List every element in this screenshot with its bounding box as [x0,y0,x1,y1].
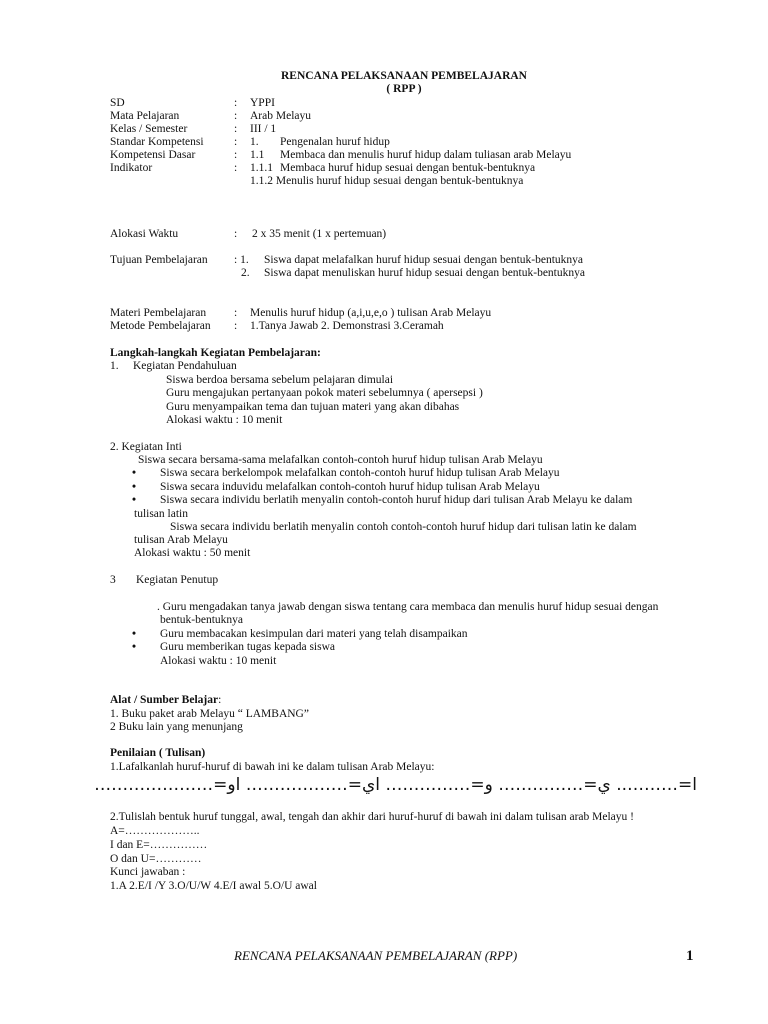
colon: : [234,307,238,319]
identity-label-kd: Kompetensi Dasar [110,149,196,161]
pendahuluan-num: 1. [110,360,119,372]
identity-num-kd: 1.1 [250,149,265,161]
alokasi-value: 2 x 35 menit (1 x pertemuan) [252,228,387,240]
identity-label-sk: Standar Kompetensi [110,136,204,148]
page-number: 1 [686,948,694,964]
penutup-item: Guru memberikan tugas kepada siswa [160,641,336,653]
inti-title: 2. Kegiatan Inti [110,441,182,453]
inti-item-long: Siswa secara individu berlatih menyalin contoh contoh-contoh huruf hidup dari tulisan latin ke dalam [170,521,637,533]
identity-value-sd: YPPI [250,97,275,109]
colon: : [234,162,238,174]
colon: : [234,123,238,135]
identity-value-mapel: Arab Melayu [250,110,311,122]
penutup-item-cont: bentuk-bentuknya [160,614,244,626]
penilaian-line: I dan E=…………… [110,839,208,851]
kunci-jawaban: 1.A 2.E/I /Y 3.O/U/W 4.E/I awal 5.O/U awal [110,880,317,892]
pendahuluan-alokasi: Alokasi waktu : 10 menit [166,414,283,426]
bullet-icon: • [132,628,137,640]
identity-num-sk: 1. [250,136,259,148]
penilaian-line: A=……………….. [110,825,200,837]
alat-colon: : [218,694,222,706]
identity-value-kelas: III / 1 [250,123,277,135]
inti-item: Siswa secara bersama-sama melafalkan contoh-contoh huruf hidup tulisan Arab Melayu [138,454,543,466]
penutup-item: Guru membacakan kesimpulan dari materi yang telah disampaikan [160,628,468,640]
inti-item: Siswa secara induvidu melafalkan contoh-contoh huruf hidup tulisan Arab Melayu [160,481,540,493]
tujuan-item-1: Siswa dapat melafalkan huruf hidup sesuai dengan bentuk-bentuknya [264,254,584,266]
penilaian-q1: 1.Lafalkanlah huruf-huruf di bawah ini ke dalam tulisan Arab Melayu: [110,761,435,773]
pendahuluan-item: Guru menyampaikan tema dan tujuan materi yang akan dibahas [166,401,460,413]
colon: : [234,110,238,122]
pendahuluan-item: Siswa berdoa bersama sebelum pelajaran dimulai [166,374,394,386]
penilaian-line: O dan U=………… [110,853,202,865]
identity-num-indikator: 1.1.1 [250,162,273,174]
document-subtitle: ( RPP ) [386,83,422,95]
penutup-title: Kegiatan Penutup [136,574,219,586]
colon: : [234,97,238,109]
penilaian-heading: Penilaian ( Tulisan) [110,747,206,759]
identity-value-kd: Membaca dan menulis huruf hidup dalam tuliasan arab Melayu [280,149,572,161]
alat-heading: Alat / Sumber Belajar [110,694,219,706]
colon: : [234,228,238,240]
alokasi-label: Alokasi Waktu [110,228,179,240]
bullet-icon: • [132,481,137,493]
bullet-icon: • [132,641,137,653]
colon: : [234,149,238,161]
penilaian-q2: 2.Tulislah bentuk huruf tunggal, awal, tengah dan akhir dari huruf-huruf di bawah ini dalam tulisan arab Melayu ! [110,811,634,823]
identity-label-sd: SD [110,97,125,109]
colon: : [234,320,238,332]
tujuan-num-2: 2. [241,267,250,279]
penutup-item: . Guru mengadakan tanya jawab dengan siswa tentang cara membaca dan menulis huruf hidup sesuai dengan [157,601,659,613]
inti-item-long: Siswa secara individu berlatih menyalin contoh-contoh huruf hidup dari tulisan Arab Melayu ke dalam [160,494,633,506]
bullet-icon: • [132,494,137,506]
identity-label-mapel: Mata Pelajaran [110,110,180,122]
penilaian-arabic-line: ا=……….. ي=…………… و=…………… اي=……………… او=………………… [94,775,697,795]
tujuan-label: Tujuan Pembelajaran [110,254,208,266]
inti-item-long-cont: tulisan latin [134,508,188,520]
kunci-label: Kunci jawaban : [110,866,186,878]
pendahuluan-item: Guru mengajukan pertanyaan pokok materi sebelumnya ( apersepsi ) [166,387,483,399]
indikator-2: 1.1.2 Menulis huruf hidup sesuai dengan bentuk-bentuknya [250,175,524,187]
tujuan-num-1: : 1. [234,254,249,266]
document-title: RENCANA PELAKSANAAN PEMBELAJARAN [281,70,527,82]
alat-item: 2 Buku lain yang menunjang [110,721,243,733]
langkah-heading: Langkah-langkah Kegiatan Pembelajaran: [110,347,321,359]
bullet-icon: • [132,467,137,479]
inti-item: Siswa secara berkelompok melafalkan contoh-contoh huruf hidup tulisan Arab Melayu [160,467,560,479]
metode-label: Metode Pembelajaran [110,320,211,332]
materi-label: Materi Pembelajaran [110,307,207,319]
identity-value-indikator: Membaca huruf hidup sesuai dengan bentuk-bentuknya [280,162,536,174]
alat-heading-row [110,694,221,707]
inti-item-long-cont: tulisan Arab Melayu [134,534,228,546]
penutup-num: 3 [110,574,116,586]
inti-alokasi: Alokasi waktu : 50 menit [134,547,251,559]
colon: : [234,136,238,148]
penutup-alokasi: Alokasi waktu : 10 menit [160,655,277,667]
identity-label-indikator: Indikator [110,162,153,174]
materi-value: Menulis huruf hidup (a,i,u,e,o ) tulisan Arab Melayu [250,307,492,319]
tujuan-item-2: Siswa dapat menuliskan huruf hidup sesuai dengan bentuk-bentuknya [264,267,585,279]
metode-value: 1.Tanya Jawab 2. Demonstrasi 3.Ceramah [250,320,444,332]
identity-label-kelas: Kelas / Semester [110,123,188,135]
identity-value-sk: Pengenalan huruf hidup [280,136,390,148]
pendahuluan-title: Kegiatan Pendahuluan [133,360,237,372]
alat-item: 1. Buku paket arab Melayu “ LAMBANG” [110,708,309,720]
footer-title: RENCANA PELAKSANAAN PEMBELAJARAN (RPP) [234,948,518,963]
